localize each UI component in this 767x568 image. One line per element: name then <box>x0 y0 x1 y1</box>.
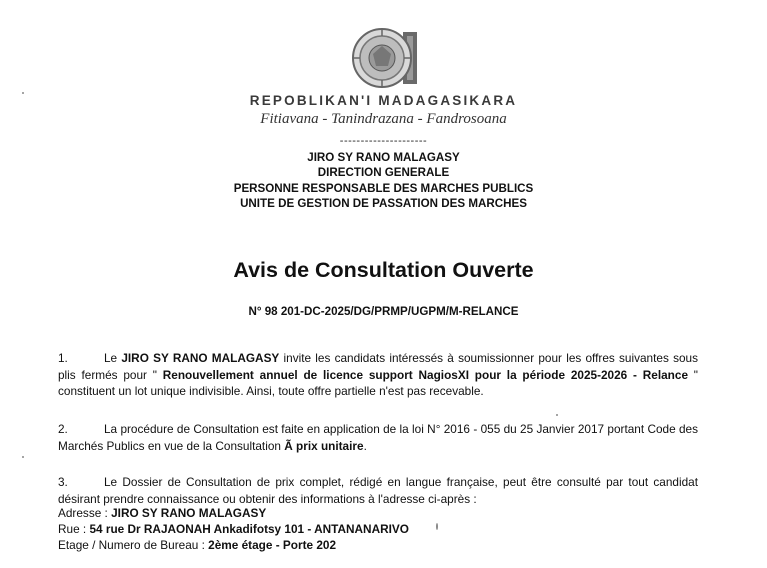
org-line-ugpm: UNITE DE GESTION DE PASSATION DES MARCHES <box>240 197 527 210</box>
office-label: Etage / Numero de Bureau : <box>58 538 209 552</box>
address-line <box>58 505 266 521</box>
org-line-direction: DIRECTION GENERALE <box>317 166 450 179</box>
office-line <box>58 537 336 553</box>
reference-number: N° 98 201-DC-2025/DG/PRMP/UGPM/M-RELANCE <box>248 305 519 318</box>
paragraph-3 <box>58 474 698 507</box>
office-value: 2ème étage - Porte 202 <box>208 538 337 552</box>
paragraph-text: invite les candidats intéressés à soumissionner pour les offres suivantes sous plis fermés pour " <box>58 351 698 382</box>
scan-speck <box>556 414 558 416</box>
street-line <box>58 521 409 537</box>
org-line-company: JIRO SY RANO MALAGASY <box>307 151 460 164</box>
scan-speck <box>436 523 438 530</box>
paragraph-bold: Ã prix unitaire <box>284 438 364 453</box>
paragraph-number: 3. <box>58 475 68 489</box>
republic-name: REPOBLIKAN'I MADAGASIKARA <box>249 93 518 108</box>
paragraph-text: Le Dossier de Consultation de prix complet, rédigé en langue française, peut être consulté par tout candidat désirant prendre connaissance ou obtenir des informations à l'adresse ci-après : <box>58 475 698 506</box>
org-line-prmp: PERSONNE RESPONSABLE DES MARCHES PUBLICS <box>233 182 534 195</box>
paragraph-number: 2. <box>58 422 68 436</box>
paragraph-text: . <box>363 438 367 453</box>
street-value: 54 rue Dr RAJAONAH Ankadifotsy 101 - ANTANANARIVO <box>89 522 409 536</box>
paragraph-2 <box>58 421 698 454</box>
madagascar-seal-emblem <box>345 24 423 92</box>
paragraph-bold: JIRO SY RANO MALAGASY <box>121 351 280 365</box>
separator: --------------------- <box>339 135 428 147</box>
scan-speck <box>22 456 24 458</box>
paragraph-number: 1. <box>58 351 68 365</box>
street-label: Rue : <box>58 522 90 536</box>
paragraph-text: La procédure de Consultation est faite en application de la loi N° 2016 - 055 du 25 Janvier 2017 portant Code des Marchés Publics en vue de la Consultation <box>58 422 698 453</box>
document-title: Avis de Consultation Ouverte <box>233 258 534 282</box>
national-motto: Fitiavana - Tanindrazana - Fandrosoana <box>260 111 507 127</box>
paragraph-1 <box>58 350 698 400</box>
scan-speck <box>22 92 24 94</box>
address-label: Adresse : <box>58 506 112 520</box>
paragraph-bold: Renouvellement annuel de licence support NagiosXI pour la période 2025-2026 - Relance <box>162 367 689 382</box>
paragraph-text: " constituent un lot unique indivisible. Ainsi, toute offre partielle n'est pas recevable. <box>58 367 698 398</box>
address-value: JIRO SY RANO MALAGASY <box>111 506 267 520</box>
paragraph-text: Le <box>104 351 122 365</box>
